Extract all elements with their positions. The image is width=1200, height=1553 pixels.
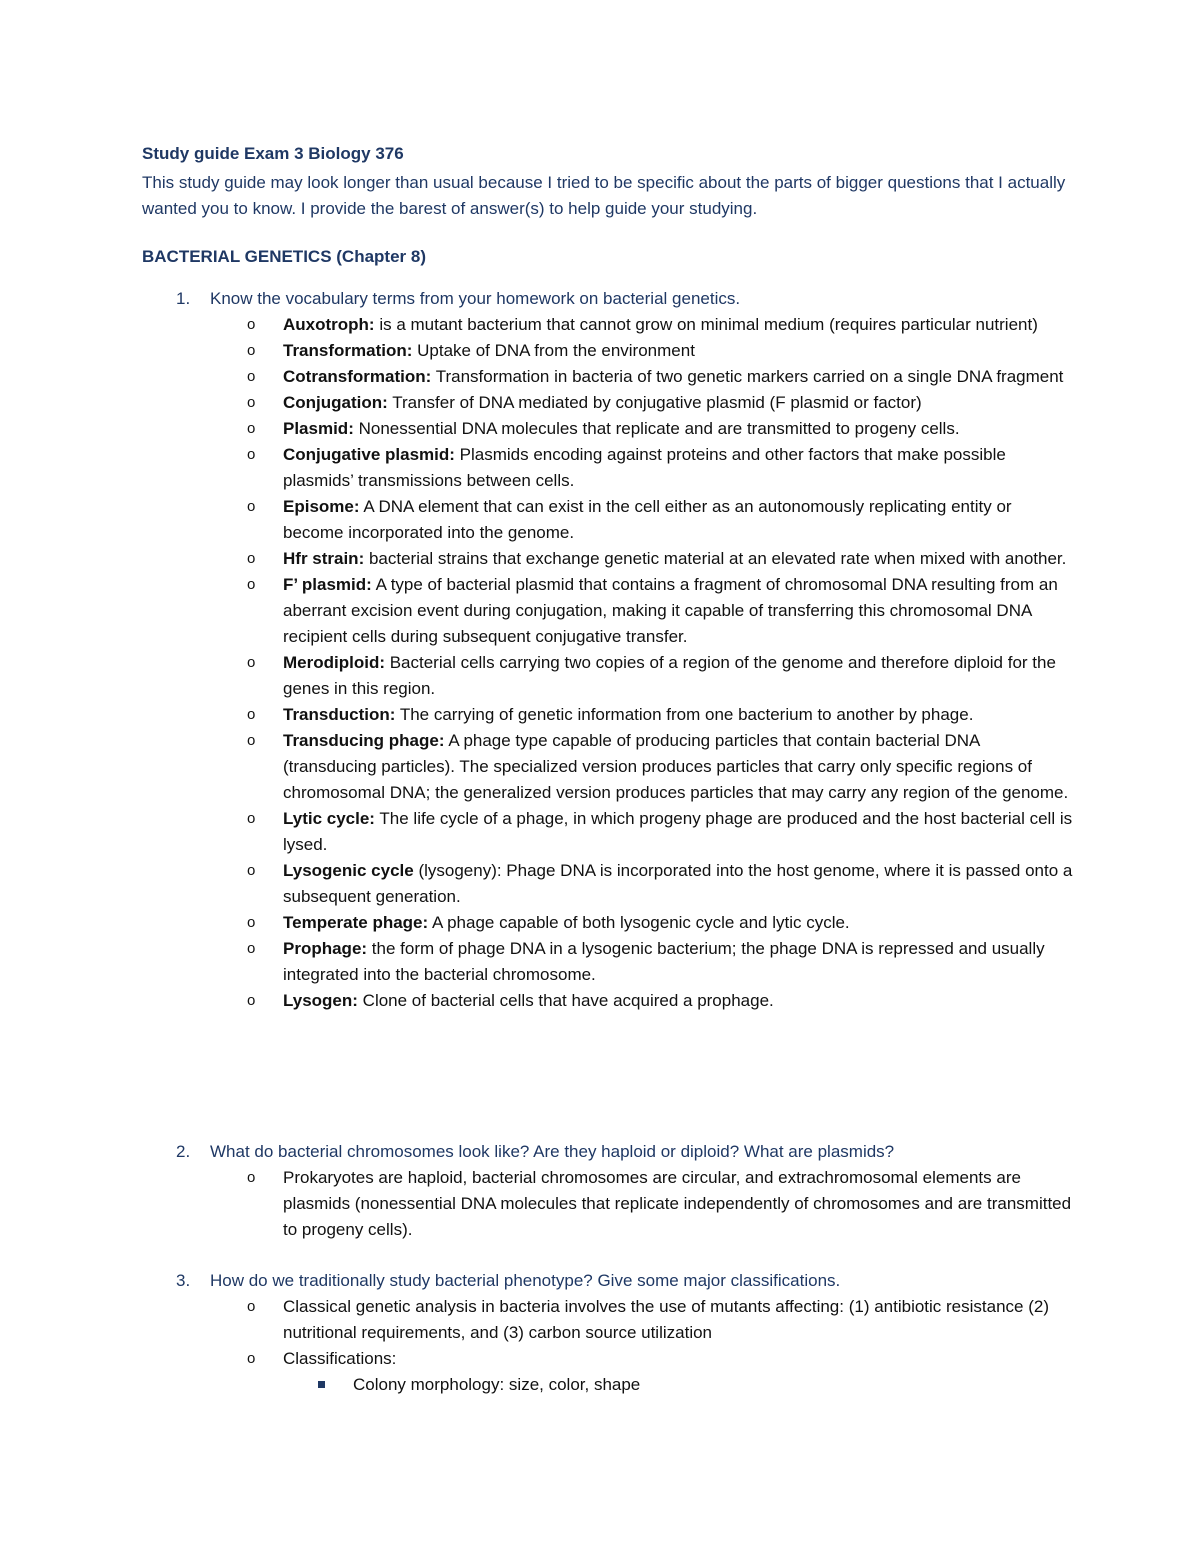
vocab-item — [244, 312, 1074, 338]
vocab-definition: A phage capable of both lysogenic cycle and lytic cycle. — [428, 913, 850, 932]
circle-bullet-icon: o — [247, 1350, 256, 1367]
circle-bullet-icon: o — [247, 810, 256, 827]
vocab-term: Plasmid: — [283, 419, 354, 438]
vocab-definition: Clone of bacterial cells that have acquired a prophage. — [357, 991, 774, 1010]
vocab-definition: Bacterial cells carrying two copies of a region of the genome and therefore diploid for the genes in this region. — [283, 653, 1056, 698]
vocab-definition: the form of phage DNA in a lysogenic bacterium; the phage DNA is repressed and usually integrated into the bacterial chromosome. — [283, 939, 1045, 984]
question-number: 3. — [176, 1271, 191, 1290]
vocab-item — [244, 494, 1074, 546]
sub-list — [314, 1372, 640, 1398]
answer-item — [244, 1294, 1074, 1346]
vocab-term: Lytic cycle: — [283, 809, 375, 828]
intro-paragraph: This study guide may look longer than usual because I tried to be specific about the parts of bigger questions that I actually wanted you to know. I provide the barest of answer(s) to help guide your studying. — [142, 173, 1066, 218]
vocab-term: Prophage: — [283, 939, 368, 958]
vocab-item — [244, 390, 1074, 416]
circle-bullet-icon: o — [247, 342, 256, 359]
answer-list — [244, 1165, 1074, 1243]
vocab-item — [244, 416, 1074, 442]
vocab-term: Merodiploid: — [283, 653, 385, 672]
vocab-definition: Transformation in bacteria of two genetic markers carried on a single DNA fragment — [431, 367, 1064, 386]
question-text: How do we traditionally study bacterial phenotype? Give some major classifications. — [210, 1271, 841, 1290]
answer-item — [244, 1346, 1074, 1372]
vocab-item — [244, 936, 1074, 988]
vocab-term: Cotransformation: — [283, 367, 432, 386]
vocab-definition: The life cycle of a phage, in which progeny phage are produced and the host bacterial cell is lysed. — [283, 809, 1073, 854]
vocab-term: Lysogen: — [283, 991, 358, 1010]
document-title: Study guide Exam 3 Biology 376 — [142, 144, 404, 163]
vocab-term: Auxotroph: — [283, 315, 375, 334]
section-heading: BACTERIAL GENETICS (Chapter 8) — [142, 247, 426, 266]
vocab-term: Lysogenic cycle — [283, 861, 414, 880]
vocab-definition: Transfer of DNA mediated by conjugative plasmid (F plasmid or factor) — [387, 393, 922, 412]
circle-bullet-icon: o — [247, 368, 256, 385]
question-number: 2. — [176, 1142, 191, 1161]
vocab-definition: A DNA element that can exist in the cell either as an autonomously replicating entity or become incorporated into the genome. — [283, 497, 1012, 542]
vocab-term: Transformation: — [283, 341, 413, 360]
vocab-item — [244, 728, 1074, 806]
vocab-term: Transducing phage: — [283, 731, 445, 750]
vocab-definition: bacterial strains that exchange genetic material at an elevated rate when mixed with another. — [364, 549, 1067, 568]
vocab-item — [244, 442, 1074, 494]
vocab-item — [244, 910, 1074, 936]
circle-bullet-icon: o — [247, 992, 256, 1009]
vocab-definition: The carrying of genetic information from one bacterium to another by phage. — [395, 705, 974, 724]
circle-bullet-icon: o — [247, 576, 256, 593]
question-3 — [176, 1268, 840, 1294]
circle-bullet-icon: o — [247, 732, 256, 749]
circle-bullet-icon: o — [247, 654, 256, 671]
answer-text: Classifications: — [283, 1349, 397, 1368]
circle-bullet-icon: o — [247, 862, 256, 879]
vocab-list — [244, 312, 1074, 1014]
vocab-term: Hfr strain: — [283, 549, 365, 568]
vocab-term: F’ plasmid: — [283, 575, 372, 594]
circle-bullet-icon: o — [247, 550, 256, 567]
question-text: Know the vocabulary terms from your homework on bacterial genetics. — [210, 289, 741, 308]
question-1 — [176, 286, 740, 312]
vocab-item — [244, 338, 1074, 364]
circle-bullet-icon: o — [247, 420, 256, 437]
vocab-term: Episome: — [283, 497, 360, 516]
vocab-definition: A phage type capable of producing particles that contain bacterial DNA (transducing particles). The specialized version produces particles that carry only specific regions of chromosomal DNA; the generalized version produces particles that may carry any region of the genome. — [283, 731, 1069, 802]
vocab-definition: Uptake of DNA from the environment — [412, 341, 695, 360]
circle-bullet-icon: o — [247, 446, 256, 463]
circle-bullet-icon: o — [247, 498, 256, 515]
sub-item-text: Colony morphology: size, color, shape — [353, 1375, 641, 1394]
vocab-item — [244, 806, 1074, 858]
answer-text: Prokaryotes are haploid, bacterial chromosomes are circular, and extrachromosomal elements are plasmids (nonessential DNA molecules that replicate independently of chromosomes and are transmitted to progeny cells). — [283, 1168, 1072, 1239]
vocab-definition: is a mutant bacterium that cannot grow on minimal medium (requires particular nutrient) — [374, 315, 1038, 334]
circle-bullet-icon: o — [247, 940, 256, 957]
vocab-term: Temperate phage: — [283, 913, 429, 932]
vocab-item — [244, 364, 1074, 390]
square-bullet-icon — [318, 1381, 325, 1388]
circle-bullet-icon: o — [247, 706, 256, 723]
vocab-item — [244, 572, 1074, 650]
answer-item — [244, 1165, 1074, 1243]
vocab-item — [244, 988, 1074, 1014]
vocab-term: Conjugative plasmid: — [283, 445, 455, 464]
vocab-item — [244, 546, 1074, 572]
vocab-definition: (lysogeny): Phage DNA is incorporated into the host genome, where it is passed onto a subsequent generation. — [283, 861, 1073, 906]
vocab-item — [244, 650, 1074, 702]
vocab-item — [244, 702, 1074, 728]
question-2 — [176, 1139, 894, 1165]
vocab-definition: A type of bacterial plasmid that contains a fragment of chromosomal DNA resulting from an aberrant excision event during conjugation, making it capable of transferring this chromosomal DNA recipient cells during subsequent conjugative transfer. — [283, 575, 1058, 646]
circle-bullet-icon: o — [247, 316, 256, 333]
circle-bullet-icon: o — [247, 1298, 256, 1315]
vocab-item — [244, 858, 1074, 910]
answer-text: Classical genetic analysis in bacteria involves the use of mutants affecting: (1) antibiotic resistance (2) nutritional requirements, and (3) carbon source utilization — [283, 1297, 1050, 1342]
question-number: 1. — [176, 289, 191, 308]
question-text: What do bacterial chromosomes look like? Are they haploid or diploid? What are plasmids? — [210, 1142, 895, 1161]
vocab-term: Transduction: — [283, 705, 396, 724]
circle-bullet-icon: o — [247, 914, 256, 931]
vocab-definition: Nonessential DNA molecules that replicate and are transmitted to progeny cells. — [353, 419, 960, 438]
vocab-term: Conjugation: — [283, 393, 388, 412]
circle-bullet-icon: o — [247, 1169, 256, 1186]
vocab-definition: Plasmids encoding against proteins and other factors that make possible plasmids’ transmissions between cells. — [283, 445, 1006, 490]
circle-bullet-icon: o — [247, 394, 256, 411]
sub-item — [314, 1372, 640, 1398]
answer-list — [244, 1294, 1074, 1372]
